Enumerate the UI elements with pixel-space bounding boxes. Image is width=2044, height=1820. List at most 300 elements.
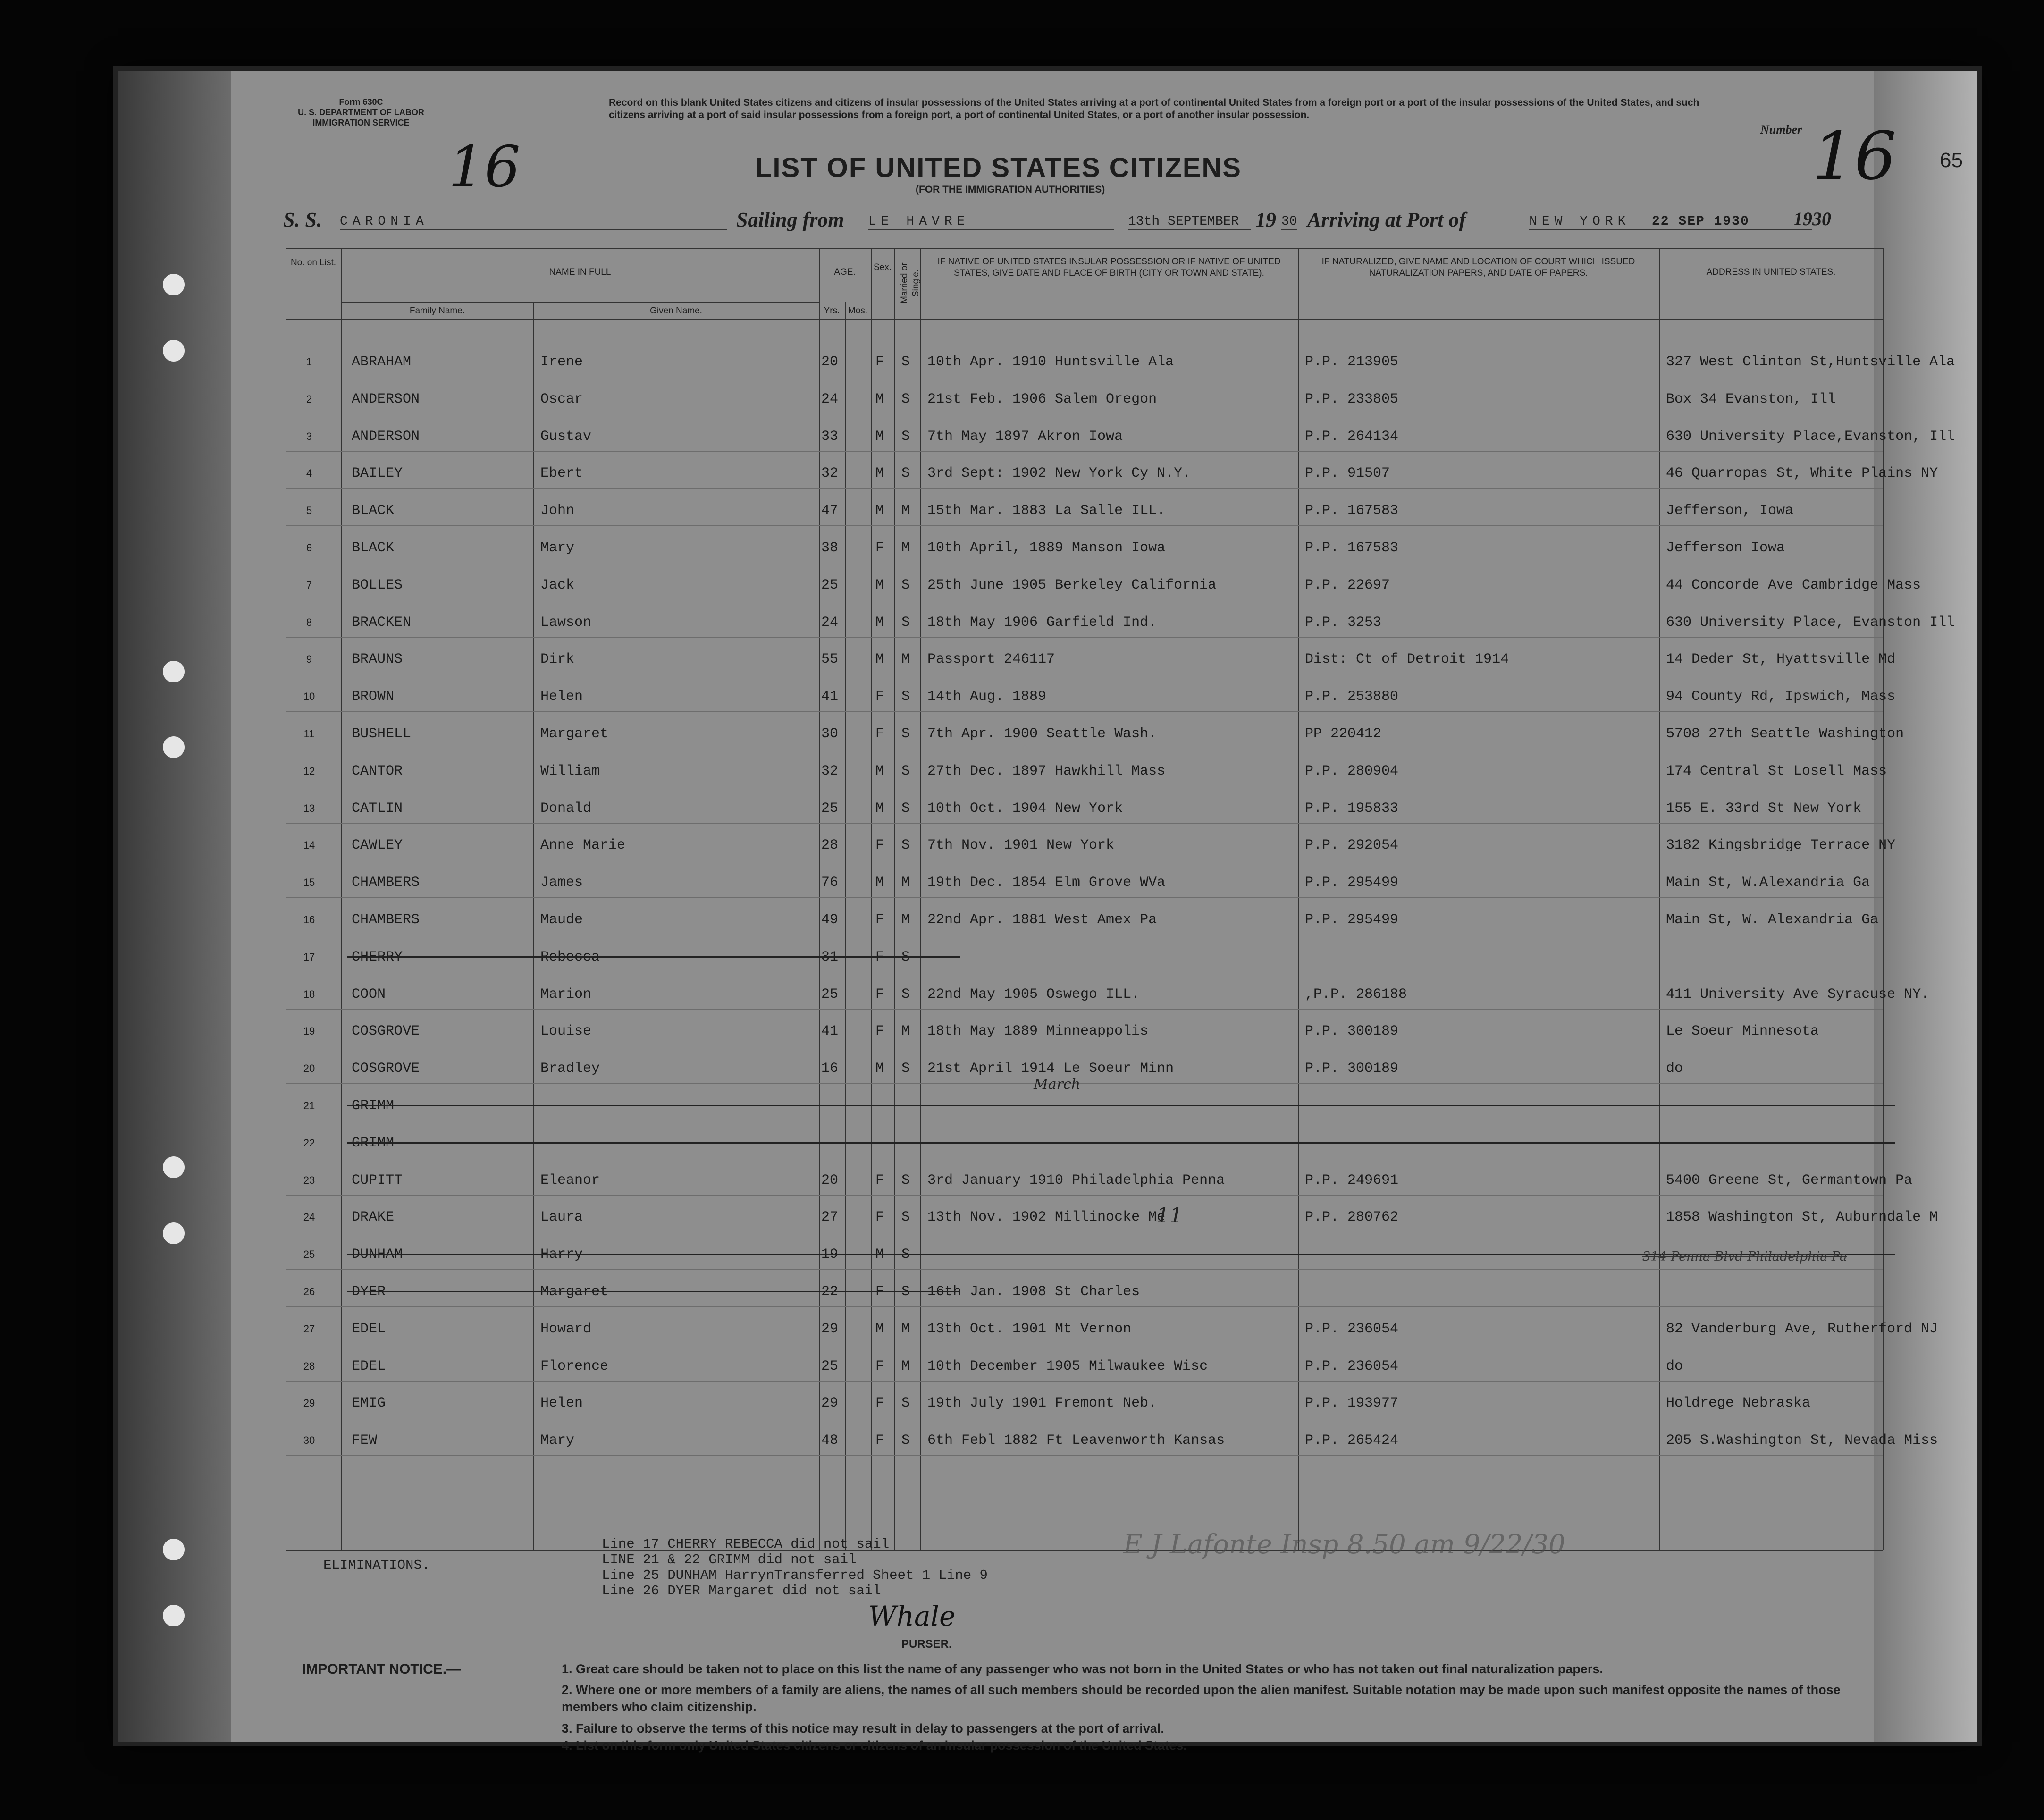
marital-status-cell: M — [901, 1321, 910, 1337]
us-address-cell: 1858 Washington St, Auburndale M — [1666, 1209, 1938, 1226]
purser-signature: Whale — [868, 1600, 956, 1632]
no-cell: 6 — [306, 542, 312, 554]
no-cell: 27 — [303, 1323, 315, 1335]
marital-status-cell: M — [901, 875, 910, 891]
us-address-cell: 82 Vanderburg Ave, Rutherford NJ — [1666, 1321, 1938, 1337]
family-name-cell: BAILEY — [352, 465, 403, 482]
naturalization-paper-cell: PP 220412 — [1305, 726, 1382, 742]
elimination-line: Line 25 DUNHAM HarrynTransferred Sheet 1 Line 9 — [602, 1567, 988, 1583]
punch-hole — [163, 274, 185, 295]
age-cell: 25 — [821, 986, 839, 1003]
marital-status-cell: M — [901, 1023, 910, 1040]
table-bottom-rule — [286, 1550, 1883, 1551]
march-correction: March — [1034, 1076, 1081, 1093]
no-cell: 24 — [303, 1211, 315, 1223]
year-prefix: 19 — [1255, 208, 1276, 231]
table-row — [286, 712, 1904, 749]
ship-name: CARONIA — [340, 214, 727, 230]
given-name-cell: Mary — [540, 1432, 575, 1449]
family-name-cell: ABRAHAM — [352, 354, 412, 370]
us-address-cell: 14 Deder St, Hyattsville Md — [1666, 651, 1896, 668]
age-cell: 28 — [821, 837, 839, 854]
handwritten-list-number: 16 — [1812, 118, 1897, 195]
family-name-cell: EMIG — [352, 1395, 386, 1412]
strikethrough-line — [347, 956, 960, 958]
punch-hole — [163, 340, 185, 362]
number-label: Number — [1760, 123, 1802, 136]
family-name-cell: COSGROVE — [352, 1061, 420, 1077]
page-number: 65 — [1940, 149, 1963, 172]
no-cell: 4 — [306, 467, 312, 480]
sex-cell: F — [875, 949, 884, 965]
family-name-cell: DYER — [352, 1284, 386, 1300]
table-top-rule — [286, 248, 1883, 249]
punch-hole — [163, 736, 185, 758]
table-row — [286, 860, 1883, 898]
table-row — [286, 1344, 1883, 1382]
sex-cell: F — [875, 1358, 884, 1374]
age-cell: 27 — [821, 1209, 839, 1226]
us-address-cell: 44 Concorde Ave Cambridge Mass — [1666, 577, 1921, 593]
given-name-cell: William — [540, 763, 600, 779]
no-cell: 15 — [303, 876, 315, 889]
family-name-cell: ANDERSON — [352, 428, 420, 445]
given-name-cell: Harry — [540, 1247, 583, 1263]
passenger-table — [286, 248, 1955, 1550]
sex-cell: M — [875, 577, 884, 593]
age-cell: 49 — [821, 912, 839, 928]
age-cell: 24 — [821, 614, 839, 631]
family-name-cell: CHAMBERS — [352, 912, 420, 928]
header-naturalization: IF NATURALIZED, GIVE NAME AND LOCATION OF COURT WHICH ISSUED NATURALIZATION PAPERS, AND DATE OF PAPERS. — [1321, 257, 1635, 278]
age-cell: 24 — [821, 391, 839, 407]
table-row — [286, 489, 1883, 526]
punch-hole — [163, 1605, 185, 1626]
us-address-cell: 5708 27th Seattle Washington — [1666, 726, 1904, 742]
us-address-cell: Jefferson Iowa — [1666, 540, 1785, 556]
family-name-cell: CHERRY — [352, 949, 403, 965]
arrival-year: 1930 — [1793, 208, 1831, 229]
form-identifier — [283, 97, 439, 128]
family-name-cell: GRIMM — [352, 1135, 395, 1151]
given-name-cell: James — [540, 875, 583, 891]
birthplace-cell: 10th December 1905 Milwaukee Wisc — [927, 1358, 1208, 1374]
naturalization-paper-cell: P.P. 264134 — [1305, 428, 1399, 445]
family-name-cell: CATLIN — [352, 800, 403, 817]
given-name-cell: Margaret — [540, 1284, 609, 1300]
no-cell: 17 — [303, 951, 315, 963]
marital-status-cell: S — [901, 465, 910, 482]
marital-status-cell: S — [901, 1172, 910, 1188]
family-name-cell: FEW — [352, 1432, 378, 1449]
marital-status-cell: S — [901, 1061, 910, 1077]
naturalization-paper-cell: P.P. 193977 — [1305, 1395, 1399, 1412]
naturalization-paper-cell: P.P. 295499 — [1305, 875, 1399, 891]
document-sheet — [118, 71, 1977, 1753]
marital-status-cell: S — [901, 577, 910, 593]
naturalization-paper-cell: P.P. 213905 — [1305, 354, 1399, 370]
table-subheader-rule — [342, 302, 819, 303]
struck-address: 314 Penna Blvd Philadelphia Pa — [1642, 1249, 1847, 1264]
family-name-cell: COON — [352, 986, 386, 1003]
marital-status-cell: S — [901, 949, 910, 965]
voyage-line — [283, 208, 1869, 236]
sex-cell: F — [875, 354, 884, 370]
punch-hole — [163, 661, 185, 682]
family-name-cell: DUNHAM — [352, 1247, 403, 1263]
header-sex: Sex. — [873, 262, 892, 272]
birthplace-cell: 7th May 1897 Akron Iowa — [927, 428, 1123, 445]
marital-status-cell: S — [901, 726, 910, 742]
naturalization-paper-cell: P.P. 249691 — [1305, 1172, 1399, 1188]
marital-status-cell: S — [901, 1284, 910, 1300]
no-cell: 30 — [303, 1434, 315, 1447]
sex-cell: F — [875, 837, 884, 854]
arriving-label: Arriving at Port of — [1307, 208, 1466, 231]
age-cell: 25 — [821, 577, 839, 593]
family-name-cell: GRIMM — [352, 1098, 395, 1114]
sailing-label: Sailing from — [736, 208, 844, 231]
birthplace-cell: 13th Nov. 1902 Millinocke Me — [927, 1209, 1166, 1226]
header-no: No. on List. — [290, 258, 336, 268]
sex-cell: F — [875, 1209, 884, 1226]
notice-item: 3. Failure to observe the terms of this notice may result in delay to passengers at the port of arrival. — [562, 1721, 1164, 1736]
birthplace-cell: 14th Aug. 1889 — [927, 689, 1047, 705]
given-name-cell: Rebecca — [540, 949, 600, 965]
us-address-cell: 630 University Place,Evanston, Ill — [1666, 428, 1955, 445]
naturalization-paper-cell: P.P. 280904 — [1305, 763, 1399, 779]
no-cell: 26 — [303, 1286, 315, 1298]
naturalization-paper-cell: P.P. 167583 — [1305, 540, 1399, 556]
birthplace-cell: 10th Oct. 1904 New York — [927, 800, 1123, 817]
no-cell: 7 — [306, 579, 312, 591]
elimination-line: Line 26 DYER Margaret did not sail — [602, 1583, 881, 1599]
age-cell: 29 — [821, 1395, 839, 1412]
table-header-rule — [286, 319, 1883, 320]
header-age: AGE. — [834, 267, 856, 277]
marital-status-cell: S — [901, 800, 910, 817]
us-address-cell: 46 Quarropas St, White Plains NY — [1666, 465, 1938, 482]
sex-cell: F — [875, 912, 884, 928]
given-name-cell: Mary — [540, 540, 575, 556]
us-address-cell: 5400 Greene St, Germantown Pa — [1666, 1172, 1913, 1188]
birthplace-cell: 3rd January 1910 Philadelphia Penna — [927, 1172, 1225, 1188]
birthplace-cell: Passport 246117 — [927, 651, 1055, 668]
naturalization-paper-cell: P.P. 295499 — [1305, 912, 1399, 928]
us-address-cell: Main St, W. Alexandria Ga — [1666, 912, 1879, 928]
us-address-cell: Holdrege Nebraska — [1666, 1395, 1811, 1412]
given-name-cell: John — [540, 503, 575, 519]
given-name-cell: Ebert — [540, 465, 583, 482]
marital-status-cell: M — [901, 651, 910, 668]
birthplace-cell: 15th Mar. 1883 La Salle ILL. — [927, 503, 1166, 519]
sex-cell: M — [875, 1321, 884, 1337]
no-cell: 14 — [303, 839, 315, 851]
naturalization-paper-cell: P.P. 265424 — [1305, 1432, 1399, 1449]
sex-cell: F — [875, 1395, 884, 1412]
sex-cell: M — [875, 800, 884, 817]
marital-status-cell: M — [901, 540, 910, 556]
header-address: ADDRESS IN UNITED STATES. — [1706, 267, 1836, 277]
sex-cell: M — [875, 614, 884, 631]
table-row — [286, 786, 1883, 824]
sex-cell: F — [875, 1432, 884, 1449]
port-to: NEW YORK — [1529, 214, 1812, 230]
birthplace-cell: 10th Apr. 1910 Huntsville Ala — [927, 354, 1174, 370]
given-name-cell: Florence — [540, 1358, 609, 1374]
table-row — [286, 1418, 1938, 1456]
us-address-cell: 630 University Place, Evanston Ill — [1666, 614, 1955, 631]
birthplace-cell: 21st Feb. 1906 Salem Oregon — [927, 391, 1157, 407]
marital-status-cell: S — [901, 689, 910, 705]
birthplace-cell: 19th Dec. 1854 Elm Grove WVa — [927, 875, 1166, 891]
no-cell: 21 — [303, 1100, 315, 1112]
page-title: LIST OF UNITED STATES CITIZENS — [755, 152, 1242, 183]
us-address-cell: Le Soeur Minnesota — [1666, 1023, 1819, 1040]
naturalization-paper-cell: P.P. 300189 — [1305, 1061, 1399, 1077]
naturalization-paper-cell: ,P.P. 286188 — [1305, 986, 1407, 1003]
sex-cell: F — [875, 1284, 884, 1300]
margin-mark: 11 — [1156, 1204, 1183, 1228]
header-birth: IF NATIVE OF UNITED STATES INSULAR POSSESSION OR IF NATIVE OF UNITED STATES, GIVE DATE AND PLACE OF BIRTH (CITY OR TOWN AND STATE). — [937, 257, 1281, 278]
naturalization-paper-cell: Dist: Ct of Detroit 1914 — [1305, 651, 1509, 668]
given-name-cell: Laura — [540, 1209, 583, 1226]
handwritten-corner-number: 16 — [448, 135, 521, 200]
age-cell: 41 — [821, 1023, 839, 1040]
table-row — [286, 1195, 1938, 1232]
table-row — [286, 526, 1883, 563]
given-name-cell: Lawson — [540, 614, 592, 631]
year-suffix: 30 — [1281, 214, 1297, 229]
naturalization-paper-cell: P.P. 280762 — [1305, 1209, 1399, 1226]
citizen-list-form — [231, 71, 1963, 1753]
age-cell: 30 — [821, 726, 839, 742]
table-row — [286, 1158, 1913, 1196]
us-address-cell: 3182 Kingsbridge Terrace NY — [1666, 837, 1896, 854]
no-cell: 11 — [303, 728, 315, 740]
notice-item: 2. Where one or more members of a family are aliens, the names of all such members should be recorded upon the alien manifest. Suitable notation may be made upon such manifest opposite the names of those members who claim citizenship. — [562, 1683, 1841, 1714]
table-row — [286, 1046, 1883, 1084]
us-address-cell: 155 E. 33rd St New York — [1666, 800, 1862, 817]
given-name-cell: Howard — [540, 1321, 592, 1337]
age-cell: 47 — [821, 503, 839, 519]
marital-status-cell: M — [901, 503, 910, 519]
age-cell: 32 — [821, 465, 839, 482]
notice-item: 4. List on this form only United States citizens or citizens of an insular possession of the United States. — [562, 1738, 1187, 1753]
table-row — [286, 898, 1883, 935]
us-address-cell: Main St, W.Alexandria Ga — [1666, 875, 1870, 891]
marital-status-cell: S — [901, 614, 910, 631]
sex-cell: F — [875, 986, 884, 1003]
punch-hole — [163, 1539, 185, 1560]
no-cell: 1 — [306, 356, 312, 368]
naturalization-paper-cell: P.P. 167583 — [1305, 503, 1399, 519]
age-cell: 32 — [821, 763, 839, 779]
table-row — [286, 637, 1896, 674]
family-name-cell: BLACK — [352, 503, 395, 519]
given-name-cell: Margaret — [540, 726, 609, 742]
sex-cell: F — [875, 726, 884, 742]
table-row — [286, 823, 1896, 860]
strikethrough-line — [347, 1105, 1895, 1106]
age-cell: 29 — [821, 1321, 839, 1337]
table-row — [286, 451, 1938, 489]
sex-cell: F — [875, 540, 884, 556]
sex-cell: M — [875, 391, 884, 407]
sex-cell: M — [875, 428, 884, 445]
no-cell: 10 — [303, 691, 315, 703]
given-name-cell: Helen — [540, 689, 583, 705]
birthplace-cell: 16th Jan. 1908 St Charles — [927, 1284, 1140, 1300]
sex-cell: F — [875, 689, 884, 705]
naturalization-paper-cell: P.P. 236054 — [1305, 1321, 1399, 1337]
age-cell: 48 — [821, 1432, 839, 1449]
marital-status-cell: S — [901, 428, 910, 445]
row-rule — [286, 1455, 1883, 1456]
marital-status-cell: S — [901, 1395, 910, 1412]
sex-cell: F — [875, 1023, 884, 1040]
age-cell: 33 — [821, 428, 839, 445]
given-name-cell: Bradley — [540, 1061, 600, 1077]
family-name-cell: ANDERSON — [352, 391, 420, 407]
birthplace-cell: 3rd Sept: 1902 New York Cy N.Y. — [927, 465, 1191, 482]
no-cell: 13 — [303, 802, 315, 814]
us-address-cell: do — [1666, 1358, 1683, 1374]
naturalization-paper-cell: P.P. 195833 — [1305, 800, 1399, 817]
table-row — [286, 1270, 1883, 1307]
sex-cell: M — [875, 875, 884, 891]
form-id: Form 630C — [339, 97, 383, 107]
header-name-in-full: NAME IN FULL — [549, 267, 611, 277]
family-name-cell: EDEL — [352, 1321, 386, 1337]
no-cell: 5 — [306, 505, 312, 517]
header-mos: Mos. — [848, 306, 868, 316]
family-name-cell: CUPITT — [352, 1172, 403, 1188]
given-name-cell: Gustav — [540, 428, 592, 445]
no-cell: 18 — [303, 988, 315, 1000]
table-row — [286, 1121, 1883, 1158]
given-name-cell: Louise — [540, 1023, 592, 1040]
table-row — [286, 377, 1883, 414]
family-name-cell: BRACKEN — [352, 614, 412, 631]
table-row — [286, 600, 1955, 638]
marital-status-cell: S — [901, 1432, 910, 1449]
age-cell: 20 — [821, 354, 839, 370]
age-cell: 25 — [821, 1358, 839, 1374]
birthplace-cell: 13th Oct. 1901 Mt Vernon — [927, 1321, 1132, 1337]
given-name-cell: Marion — [540, 986, 592, 1003]
marital-status-cell: S — [901, 837, 910, 854]
notice-item: 1. Great care should be taken not to place on this list the name of any passenger who was not born in the United States or who has not taken out final naturalization papers. — [562, 1662, 1603, 1676]
us-address-cell: 94 County Rd, Ipswich, Mass — [1666, 689, 1896, 705]
marital-status-cell: S — [901, 1247, 910, 1263]
sex-cell: M — [875, 763, 884, 779]
sex-cell: M — [875, 651, 884, 668]
age-cell: 19 — [821, 1247, 839, 1263]
birthplace-cell: 18th May 1906 Garfield Ind. — [927, 614, 1157, 631]
us-address-cell: 205 S.Washington St, Nevada Miss — [1666, 1432, 1938, 1449]
us-address-cell: Box 34 Evanston, Ill — [1666, 391, 1836, 407]
strikethrough-line — [347, 1291, 960, 1292]
naturalization-paper-cell: P.P. 236054 — [1305, 1358, 1399, 1374]
table-row — [286, 935, 1883, 972]
age-cell: 16 — [821, 1061, 839, 1077]
page-subtitle: (FOR THE IMMIGRATION AUTHORITIES) — [916, 184, 1105, 195]
sex-cell: M — [875, 503, 884, 519]
age-cell: 31 — [821, 949, 839, 965]
family-name-cell: BLACK — [352, 540, 395, 556]
table-row — [286, 340, 1955, 377]
marital-status-cell: S — [901, 391, 910, 407]
no-cell: 20 — [303, 1062, 315, 1075]
no-cell: 23 — [303, 1174, 315, 1186]
given-name-cell: Eleanor — [540, 1172, 600, 1188]
header-yrs: Yrs. — [824, 306, 840, 316]
inspector-signature: E J Lafonte Insp 8.50 am 9/22/30 — [1123, 1529, 1565, 1560]
no-cell: 9 — [306, 653, 312, 666]
table-row — [286, 1009, 1883, 1046]
us-address-cell: 411 University Ave Syracuse NY. — [1666, 986, 1930, 1003]
binder-edge — [118, 71, 231, 1742]
no-cell: 3 — [306, 430, 312, 442]
punch-hole — [163, 1222, 185, 1244]
elimination-line: LINE 21 & 22 GRIMM did not sail — [602, 1552, 857, 1567]
strikethrough-line — [347, 1142, 1895, 1144]
service: IMMIGRATION SERVICE — [312, 118, 410, 127]
table-row — [286, 1381, 1883, 1418]
birthplace-cell: 22nd May 1905 Oswego ILL. — [927, 986, 1140, 1003]
sex-cell: M — [875, 1061, 884, 1077]
marital-status-cell: M — [901, 912, 910, 928]
marital-status-cell: S — [901, 354, 910, 370]
marital-status-cell: S — [901, 986, 910, 1003]
ss-label: S. S. — [283, 208, 322, 231]
table-row — [286, 674, 1896, 712]
header-married-single: Married or Single. — [900, 262, 921, 304]
department: U. S. DEPARTMENT OF LABOR — [298, 108, 424, 117]
birthplace-cell: 22nd Apr. 1881 West Amex Pa — [927, 912, 1157, 928]
family-name-cell: CHAMBERS — [352, 875, 420, 891]
table-row — [286, 414, 1955, 452]
marital-status-cell: S — [901, 1209, 910, 1226]
marital-status-cell: S — [901, 763, 910, 779]
family-name-cell: CAWLEY — [352, 837, 403, 854]
given-name-cell: Maude — [540, 912, 583, 928]
table-row — [286, 1307, 1938, 1344]
sex-cell: F — [875, 1172, 884, 1188]
us-address-cell: 327 West Clinton St,Huntsville Ala — [1666, 354, 1955, 370]
table-row — [286, 972, 1930, 1010]
family-name-cell: CANTOR — [352, 763, 403, 779]
no-cell: 29 — [303, 1397, 315, 1409]
family-name-cell: BRAUNS — [352, 651, 403, 668]
sailing-date: 13th SEPTEMBER — [1128, 214, 1251, 230]
naturalization-paper-cell: P.P. 300189 — [1305, 1023, 1399, 1040]
birthplace-cell: 19th July 1901 Fremont Neb. — [927, 1395, 1157, 1412]
next-page-edge — [1874, 71, 1977, 1742]
age-cell: 41 — [821, 689, 839, 705]
header-family-name: Family Name. — [409, 306, 465, 316]
us-address-cell: do — [1666, 1061, 1683, 1077]
age-cell: 38 — [821, 540, 839, 556]
port-from: LE HAVRE — [868, 214, 1114, 230]
elimination-line: Line 17 CHERRY REBECCA did not sail — [602, 1536, 890, 1552]
naturalization-paper-cell: P.P. 253880 — [1305, 689, 1399, 705]
birthplace-cell: 6th Febl 1882 Ft Leavenworth Kansas — [927, 1432, 1225, 1449]
age-cell: 55 — [821, 651, 839, 668]
table-row — [286, 563, 1921, 600]
arrival-stamp: 22 SEP 1930 — [1652, 214, 1750, 229]
